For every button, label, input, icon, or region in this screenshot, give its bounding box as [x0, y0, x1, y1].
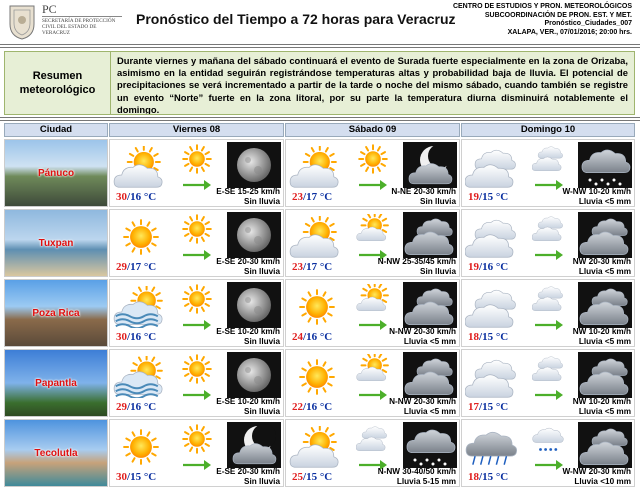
wind-speed: NW 10-20 km/h — [572, 327, 631, 336]
sun-icon — [113, 216, 169, 258]
wind-speed: NW 20-30 km/h — [572, 257, 631, 266]
wind-speed: E-SE 10-20 km/h — [216, 327, 280, 336]
wind-arrow-icon — [182, 178, 212, 190]
rain-amount: Lluvia <5 mm — [578, 266, 631, 276]
city-name: Pánuco — [37, 168, 75, 179]
cloud-night-icon — [403, 352, 457, 398]
rain-cloud-icon — [403, 422, 457, 468]
temp-min: 17 — [306, 191, 318, 203]
temp-unit: °C — [495, 331, 509, 343]
wind-speed: E-SE 20-30 km/h — [216, 467, 280, 476]
temp-unit: °C — [495, 401, 509, 413]
org-logo-text: PC — [42, 2, 57, 16]
city-photo — [4, 279, 108, 347]
temp-unit: °C — [495, 261, 509, 273]
sun-icon — [113, 426, 169, 468]
forecast-cell — [109, 209, 284, 277]
rain-amount: Sin lluvia — [244, 266, 280, 276]
forecast-cell — [461, 139, 635, 207]
wind-arrow-icon — [182, 458, 212, 470]
temp-min: 15 — [306, 471, 318, 483]
city-photo — [4, 419, 108, 487]
haze-icon — [113, 356, 169, 398]
page-header — [0, 0, 640, 44]
table-row — [4, 209, 635, 277]
wind-info — [216, 467, 280, 486]
wind-speed: E-SE 20-30 km/h — [216, 257, 280, 266]
temp-max: 30 — [116, 331, 127, 343]
temp-unit: °C — [319, 471, 333, 483]
temp-max: 25 — [292, 471, 303, 483]
temp-max: 18 — [468, 471, 479, 483]
table-header — [4, 123, 635, 137]
forecast-cell — [109, 349, 284, 417]
wind-info — [378, 467, 456, 486]
forecast-cell — [461, 209, 635, 277]
sun-cloud-icon — [356, 354, 390, 384]
sun-cloud-icon — [356, 284, 390, 314]
meta-center: CENTRO DE ESTUDIOS Y PRON. METEOROLÓGICOS — [452, 3, 632, 10]
wind-speed: N-NE 20-30 km/h — [391, 187, 456, 196]
meta-date: XALAPA, VER., 07/01/2016; 20:00 hrs. — [507, 28, 632, 36]
city-name: Poza Rica — [32, 308, 80, 319]
temp-min: 15 — [482, 191, 494, 203]
rain-amount: Sin lluvia — [420, 266, 456, 276]
rain-amount: Lluvia <5 mm — [578, 196, 631, 206]
temp-min: 16 — [482, 261, 494, 273]
wind-info — [216, 397, 280, 416]
rain-cloud-icon — [578, 142, 632, 188]
forecast-cell — [285, 279, 460, 347]
temp-max: 22 — [292, 401, 303, 413]
forecast-cell — [461, 419, 635, 487]
city-name: Tuxpan — [38, 238, 74, 249]
temp-max: 30 — [116, 471, 127, 483]
wind-speed: N-NW 30-40/50 km/h — [377, 467, 456, 476]
temperature: 19/16 °C — [468, 261, 509, 273]
cloudy-icon — [465, 216, 521, 258]
cloudy-icon — [465, 286, 521, 328]
wind-info — [389, 327, 456, 346]
cloud-night-icon — [578, 282, 632, 328]
temp-unit: °C — [495, 191, 509, 203]
forecast-cell — [109, 279, 284, 347]
moon-icon — [227, 352, 281, 398]
col-city: Ciudad — [4, 123, 108, 137]
wind-info — [573, 257, 631, 276]
cloudy-icon — [356, 424, 390, 454]
wind-info — [573, 327, 631, 346]
summary-text: Durante viernes y mañana del sábado continuará el evento de Surada fuerte especialmente en la zona de Orizaba, asimismo en la entidad seguirán registrándose temperaturas altas y probabilidad baja de lluvia. El potencial de precipitaciones se verá incrementado a partir de la tarde o noche del mismo sábado, cuando también se registre un evento “Norte” fuerte en la zona litoral, por su parte la temperatura diurna disminuirá notablemente el domingo. — [117, 55, 628, 114]
haze-icon — [113, 286, 169, 328]
rain-amount: Lluvia 5-15 mm — [396, 476, 456, 486]
wind-info — [391, 187, 456, 206]
cloudy-icon — [532, 144, 566, 174]
city-name: Papantla — [35, 378, 77, 389]
temp-min: 15 — [482, 471, 494, 483]
city-photo — [4, 139, 108, 207]
wind-arrow-icon — [182, 388, 212, 400]
moon-icon — [227, 212, 281, 258]
wind-info — [562, 187, 631, 206]
wind-info — [389, 397, 456, 416]
temp-max: 23 — [292, 191, 303, 203]
rain-amount: Sin lluvia — [244, 196, 280, 206]
page-title: Pronóstico del Tiempo a 72 horas para Veracruz — [136, 11, 456, 27]
temp-unit: °C — [319, 401, 333, 413]
rain-amount: Sin lluvia — [244, 406, 280, 416]
wind-speed: W-NW 10-20 km/h — [562, 187, 631, 196]
temp-min: 15 — [482, 401, 494, 413]
temp-unit: °C — [319, 191, 333, 203]
rain-amount: Sin lluvia — [420, 196, 456, 206]
forecast-cell — [285, 349, 460, 417]
sun-cloud-icon — [289, 216, 345, 258]
sun-icon — [289, 356, 345, 398]
temp-max: 29 — [116, 261, 127, 273]
forecast-cell — [285, 209, 460, 277]
wind-speed: N-NW 25-35/45 km/h — [377, 257, 456, 266]
wind-speed: E-SE 15-25 km/h — [216, 187, 280, 196]
col-sunday: Domingo 10 — [461, 123, 635, 137]
cloudy-icon — [532, 214, 566, 244]
temp-max: 19 — [468, 261, 479, 273]
rain-amount: Lluvia <5 mm — [403, 336, 456, 346]
temp-min: 16 — [306, 401, 318, 413]
wind-arrow-icon — [358, 318, 388, 330]
org-name: SECRETARÍA DE PROTECCIÓN CIVIL DEL ESTADO DE VERACRUZ — [42, 16, 122, 36]
temp-unit: °C — [319, 261, 333, 273]
moon-icon — [227, 142, 281, 188]
wind-speed: E-SE 10-20 km/h — [216, 397, 280, 406]
moon-cloud-icon — [403, 142, 457, 188]
temperature: 29/17 °C — [116, 261, 157, 273]
header-meta — [453, 3, 632, 37]
meta-subcoord: SUBCOORDINACIÓN DE PRON. EST. Y MET. — [484, 11, 632, 19]
temp-unit: °C — [495, 471, 509, 483]
temperature: 24/16 °C — [292, 331, 333, 343]
rain-amount: Sin lluvia — [244, 336, 280, 346]
sun-icon — [180, 424, 214, 454]
sun-cloud-icon — [289, 146, 345, 188]
wind-arrow-icon — [534, 318, 564, 330]
divider — [0, 44, 640, 48]
cloud-night-icon — [578, 422, 632, 468]
city-name: Tecolutla — [34, 448, 78, 459]
wind-arrow-icon — [534, 458, 564, 470]
temp-max: 19 — [468, 191, 479, 203]
sun-icon — [180, 144, 214, 174]
wind-info — [216, 187, 280, 206]
sun-icon — [180, 284, 214, 314]
temp-max: 29 — [116, 401, 127, 413]
rain-amount: Lluvia <5 mm — [578, 336, 631, 346]
temp-unit: °C — [143, 261, 157, 273]
rain-amount: Sin lluvia — [244, 476, 280, 486]
org-block — [42, 3, 122, 36]
forecast-cell — [285, 139, 460, 207]
temp-min: 16 — [130, 331, 142, 343]
temperature: 29/16 °C — [116, 401, 157, 413]
temperature: 23/17 °C — [292, 191, 333, 203]
temperature: 30/16 °C — [116, 331, 157, 343]
cloudy-icon — [532, 284, 566, 314]
rain-cloud-icon — [532, 424, 566, 454]
temperature: 25/15 °C — [292, 471, 333, 483]
temp-min: 17 — [306, 261, 318, 273]
wind-arrow-icon — [534, 388, 564, 400]
cloudy-icon — [465, 146, 521, 188]
temperature: 30/16 °C — [116, 191, 157, 203]
temperature: 30/15 °C — [116, 471, 157, 483]
wind-arrow-icon — [358, 178, 388, 190]
temp-min: 15 — [130, 471, 142, 483]
wind-speed: N-NW 20-30 km/h — [389, 327, 456, 336]
city-photo — [4, 349, 108, 417]
rain-amount: Lluvia <5 mm — [403, 406, 456, 416]
temperature: 17/15 °C — [468, 401, 509, 413]
temp-max: 24 — [292, 331, 303, 343]
forecast-cell — [461, 279, 635, 347]
table-row — [4, 139, 635, 207]
city-photo — [4, 209, 108, 277]
temperature: 22/16 °C — [292, 401, 333, 413]
cloud-night-icon — [578, 212, 632, 258]
cloudy-icon — [532, 354, 566, 384]
sun-icon — [356, 144, 390, 174]
temp-min: 17 — [130, 261, 142, 273]
sun-icon — [180, 214, 214, 244]
temp-max: 18 — [468, 331, 479, 343]
moon-cloud-icon — [227, 422, 281, 468]
temperature: 18/15 °C — [468, 331, 509, 343]
table-row — [4, 349, 635, 417]
summary-label: Resumen meteorológico — [5, 52, 111, 114]
sun-cloud-icon — [113, 146, 169, 188]
storm-icon — [465, 426, 521, 468]
temp-min: 16 — [306, 331, 318, 343]
table-row — [4, 279, 635, 347]
state-seal-icon — [6, 2, 38, 40]
temp-min: 16 — [130, 401, 142, 413]
sun-icon — [180, 354, 214, 384]
wind-speed: N-NW 20-30 km/h — [389, 397, 456, 406]
temperature: 18/15 °C — [468, 471, 509, 483]
wind-info — [216, 257, 280, 276]
table-row — [4, 419, 635, 487]
forecast-cell — [285, 419, 460, 487]
temp-unit: °C — [319, 331, 333, 343]
temperature: 23/17 °C — [292, 261, 333, 273]
cloud-night-icon — [403, 282, 457, 328]
moon-icon — [227, 282, 281, 328]
rain-amount: Lluvia <5 mm — [578, 406, 631, 416]
cloudy-icon — [465, 356, 521, 398]
temp-max: 17 — [468, 401, 479, 413]
meta-code: Pronóstico_Ciudades_007 — [544, 20, 632, 27]
wind-info — [378, 257, 456, 276]
temp-unit: °C — [143, 471, 157, 483]
wind-arrow-icon — [534, 248, 564, 260]
sun-cloud-icon — [356, 214, 390, 244]
wind-info — [573, 397, 631, 416]
col-friday: Viernes 08 — [109, 123, 284, 137]
rain-amount: Lluvia <10 mm — [574, 476, 631, 486]
summary-box — [4, 51, 635, 115]
wind-arrow-icon — [182, 248, 212, 260]
forecast-cell — [109, 139, 284, 207]
wind-info — [216, 327, 280, 346]
wind-speed: W-NW 20-30 km/h — [562, 467, 631, 476]
sun-cloud-icon — [289, 426, 345, 468]
temp-unit: °C — [143, 331, 157, 343]
wind-arrow-icon — [182, 318, 212, 330]
temperature: 19/15 °C — [468, 191, 509, 203]
temp-min: 15 — [482, 331, 494, 343]
temp-max: 30 — [116, 191, 127, 203]
forecast-table — [4, 123, 635, 487]
temp-min: 16 — [130, 191, 142, 203]
cloud-night-icon — [578, 352, 632, 398]
sun-icon — [289, 286, 345, 328]
temp-unit: °C — [143, 401, 157, 413]
wind-speed: NW 10-20 km/h — [572, 397, 631, 406]
forecast-cell — [461, 349, 635, 417]
temp-unit: °C — [143, 191, 157, 203]
wind-arrow-icon — [358, 388, 388, 400]
wind-arrow-icon — [534, 178, 564, 190]
cloud-night-icon — [403, 212, 457, 258]
wind-info — [562, 467, 631, 486]
col-saturday: Sábado 09 — [285, 123, 460, 137]
temp-max: 23 — [292, 261, 303, 273]
divider — [0, 117, 640, 121]
forecast-cell — [109, 419, 284, 487]
